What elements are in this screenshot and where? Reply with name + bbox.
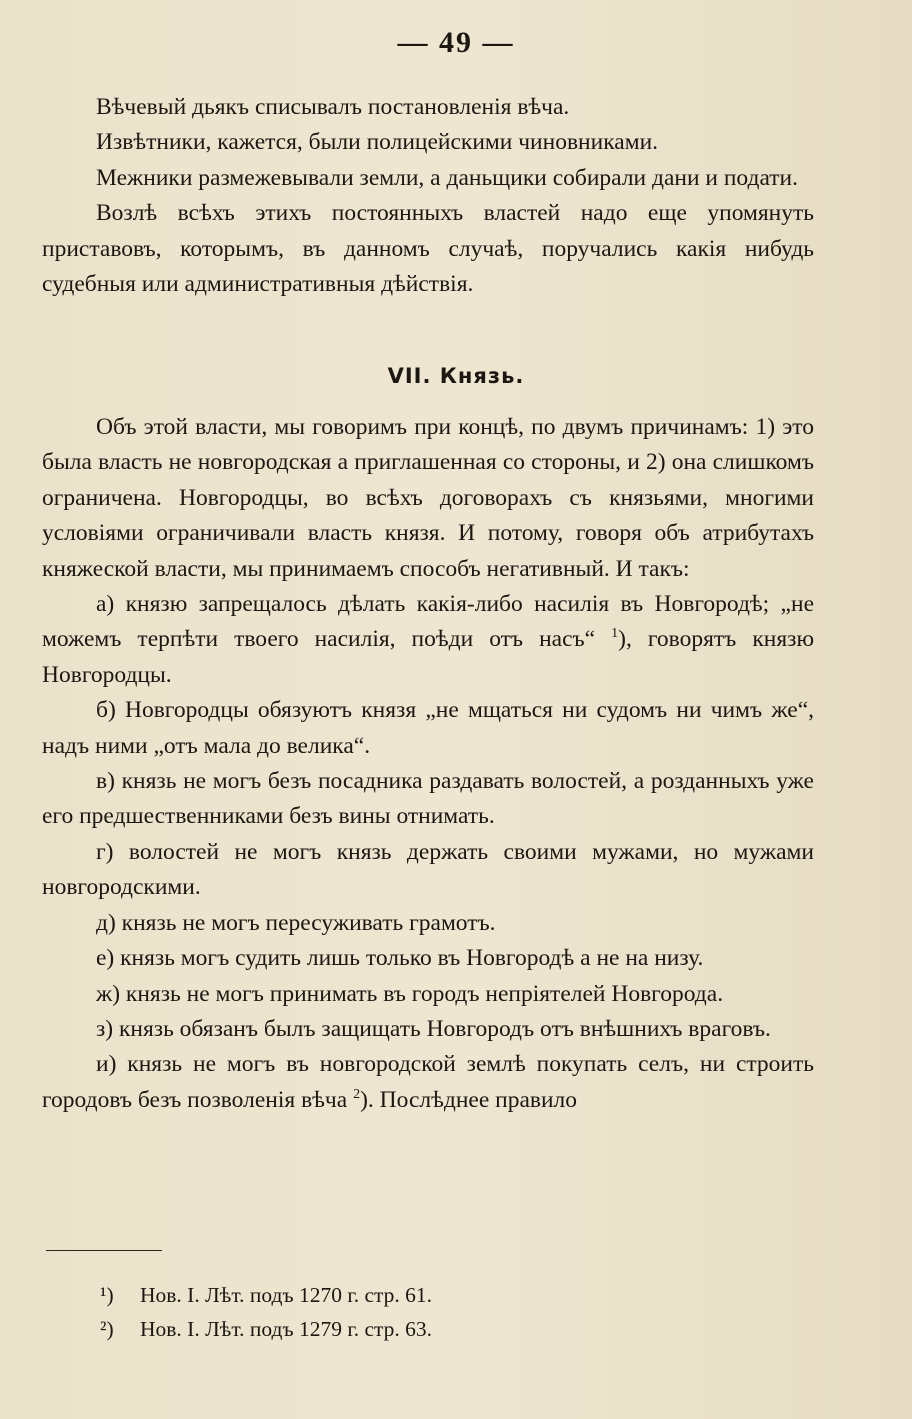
paragraph-surveyors: Межники размежевывали земли, а даньщики собирали дани и подати. (96, 164, 799, 191)
top-text-block (42, 90, 814, 302)
footnote-1-mark: ¹) (100, 1283, 114, 1307)
footnote-1-text: Нов. I. Лѣт. подъ 1270 г. стр. 61. (140, 1283, 433, 1307)
footnotes (100, 1278, 800, 1346)
main-text-block (42, 410, 814, 1118)
list-item-v: в) князь не могъ безъ посадника раздавать волостей, а розданныхъ уже его предшественниками безъ вины отнимать. (42, 768, 814, 830)
list-item-a-close: ), (618, 626, 632, 653)
section-heading: VII. Князь. (387, 364, 525, 388)
list-item-a-tail: говорятъ князю Новгородцы. (42, 626, 814, 688)
footnote-ref-2: 2 (353, 1086, 361, 1102)
list-item-g: г) волостей не могъ князь держать своими мужами, но мужами новгородскими. (42, 838, 814, 901)
list-item-e: е) князь могъ судить лишь только въ Новгородѣ а не на низу. (96, 945, 704, 972)
page-number: — 49 — (397, 26, 515, 59)
paragraph-intro: Объ этой власти, мы говоримъ при концѣ, по двумъ причинамъ: 1) это была власть не новгородская а приглашенная со стороны, и 2) она слишкомъ ограничена. Новгородцы, во всѣхъ договорахъ съ князьями, многими условіями ограничивали власть князя. И потому, говоря объ атрибутахъ княжеской власти, мы принимаемъ способъ негативный. И такъ: (42, 414, 814, 582)
paragraph-bailiffs: Возлѣ всѣхъ этихъ постоянныхъ властей надо еще упомянуть приставовъ, которымъ, въ данномъ случаѣ, поручались какія нибудь судебныя или административныя дѣйствія. (42, 200, 814, 298)
list-item-i (42, 1047, 814, 1118)
list-item-z: з) князь обязанъ былъ защищать Новгородъ отъ внѣшнихъ враговъ. (96, 1015, 771, 1042)
list-item-d: д) князь не могъ пересуживать грамотъ. (96, 909, 496, 936)
list-item-a (42, 587, 814, 693)
list-item-i-tail: ). Послѣднее правило (360, 1086, 578, 1113)
footnote-2 (100, 1312, 800, 1346)
footnote-2-mark: ²) (100, 1317, 114, 1341)
footnote-divider (46, 1250, 162, 1251)
footnote-1 (100, 1278, 800, 1312)
list-item-i-text: и) князь не могъ въ новгородской землѣ покупать селъ, ни строить городовъ безъ позволенія вѣча (42, 1051, 814, 1113)
paragraph-informers: Извѣтники, кажется, были полицейскими чиновниками. (96, 129, 659, 156)
list-item-zh: ж) князь не могъ принимать въ городъ непріятелей Новгорода. (96, 980, 724, 1007)
paragraph-veche-clerk: Вѣчевый дьякъ списывалъ постановленія вѣча. (96, 94, 570, 120)
footnote-ref-1: 1 (611, 626, 619, 642)
list-item-b: б) Новгородцы обязуютъ князя „не мщаться ни судомъ ни чимъ же“, надъ ними „отъ мала до велика“. (42, 697, 814, 759)
list-item-a-text: а) князю запрещалось дѣлать какія-либо насилія въ Новгородѣ; „не можемъ терпѣти твоего насилія, поѣди отъ насъ“ (42, 591, 814, 653)
footnote-2-text: Нов. I. Лѣт. подъ 1279 г. стр. 63. (140, 1317, 433, 1341)
